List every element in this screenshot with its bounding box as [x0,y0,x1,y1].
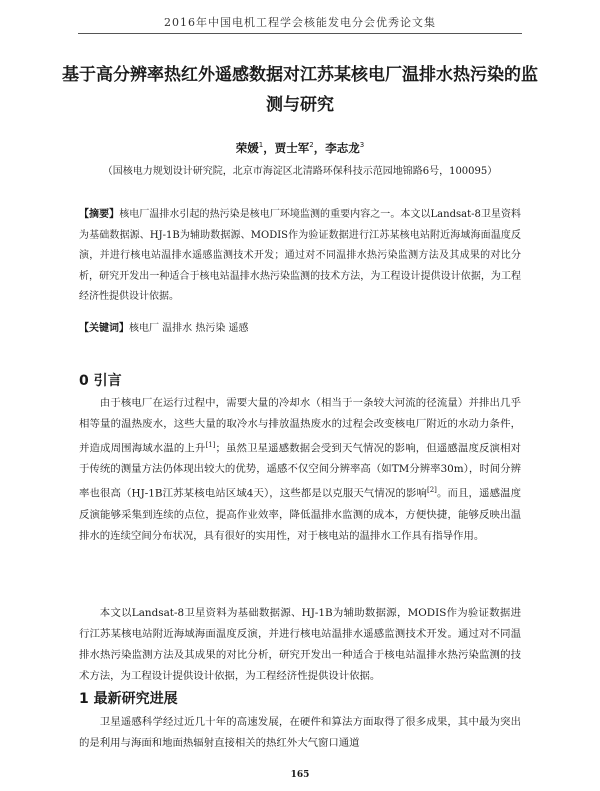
citation-reference: [2] [426,486,437,495]
paper-title: 基于高分辨率热红外遥感数据对江苏某核电厂温排水热污染的监测与研究 [62,65,538,115]
affiliation: （国核电力规划设计研究院，北京市海淀区北清路环保科技示范园地锦路6号，100095） [102,166,498,177]
abstract-text: 核电厂温排水引起的热污染是核电厂环境监测的重要内容之一。本文以Landsat-8卫星资料为基础数据源、HJ-1B为辅助数据源、MODIS作为验证数据进行江苏某核电站附近海域海面温度反演，并进行核电站温排水遥感监测技术开发；通过对不同温排水热污染监测方法及其成果的对比分析，研究开发出一种适合于核电站温排水热污染监测的技术方法，为工程设计提供设计依据，为工程经济性提供设计依据。 [79,209,521,302]
author-affiliation-mark: 3 [359,141,365,150]
header-rule [78,33,522,34]
author-affiliation-mark: 1 [258,141,264,150]
abstract [79,205,521,308]
body-text: ；虽然卫星遥感数据会受到天气情况的影响，但遥感温度反演相对于传统的测量方法仍体现出较大的优势，遥感不仅空间分辨率高（如TM分辨率30m），时间分辨率也很高（HJ-1B江苏某核电站区域4天），这些都是以克服天气情况的影响 [79,442,522,500]
author-name: 贾士军 [274,141,310,155]
author-name: 李志龙 [325,141,360,155]
author-name: 荣媛 [235,141,259,155]
body-text: 由于核电厂在运行过程中，需要大量的冷却水（相当于一条较大河流的径流量）并排出几乎相等量的温热废水，这些大量的取冷水与排放温热废水的过程会改变核电厂附近的水动力条件，并造成周围海域水温的上升 [79,397,521,455]
keywords-text: 核电厂 温排水 热污染 遥感 [129,323,249,334]
author-separator: ， [313,141,326,155]
author-list [0,140,600,156]
running-header: 2016年中国电机工程学会核能发电分会优秀论文集 [164,16,436,29]
keywords [79,320,521,338]
section-heading-introduction: 0 引言 [79,373,122,389]
body-paragraph: 卫星遥感科学经过近几十年的高速发展，在硬件和算法方面取得了很多成果，其中最为突出的是利用与海面和地面热辐射直接相关的热红外大气窗口通道 [79,716,521,749]
body-paragraph [79,393,521,547]
abstract-label: 【摘要】 [79,209,120,220]
page-number: 165 [290,770,310,780]
author-affiliation-mark: 2 [309,141,314,150]
section-heading-research-progress: 1 最新研究进展 [79,691,178,707]
body-paragraph: 本文以Landsat-8卫星资料为基础数据源、HJ-1B为辅助数据源，MODIS作为验证数据进行江苏某核电站附近海域海面温度反演，并进行核电站温排水遥感监测技术开发。通过对不同温排水热污染监测方法及其成果的对比分析，研究开发出一种适合于核电站温排水热污染监测的技术方法，为工程设计提供设计依据，为工程经济性提供设计依据。 [79,607,521,682]
body-text: 。而且，遥感温度反演能够采集到连续的点位，提高作业效率，降低温排水监测的成本，方便快捷，能够反映出温排水的连续空间分布状况，具有很好的实用性，对于核电站的温排水工作具有指导作用。 [79,487,521,542]
author-separator: ， [263,141,275,155]
citation-reference: [1] [205,441,216,449]
keywords-label: 【关键词】 [79,323,129,334]
